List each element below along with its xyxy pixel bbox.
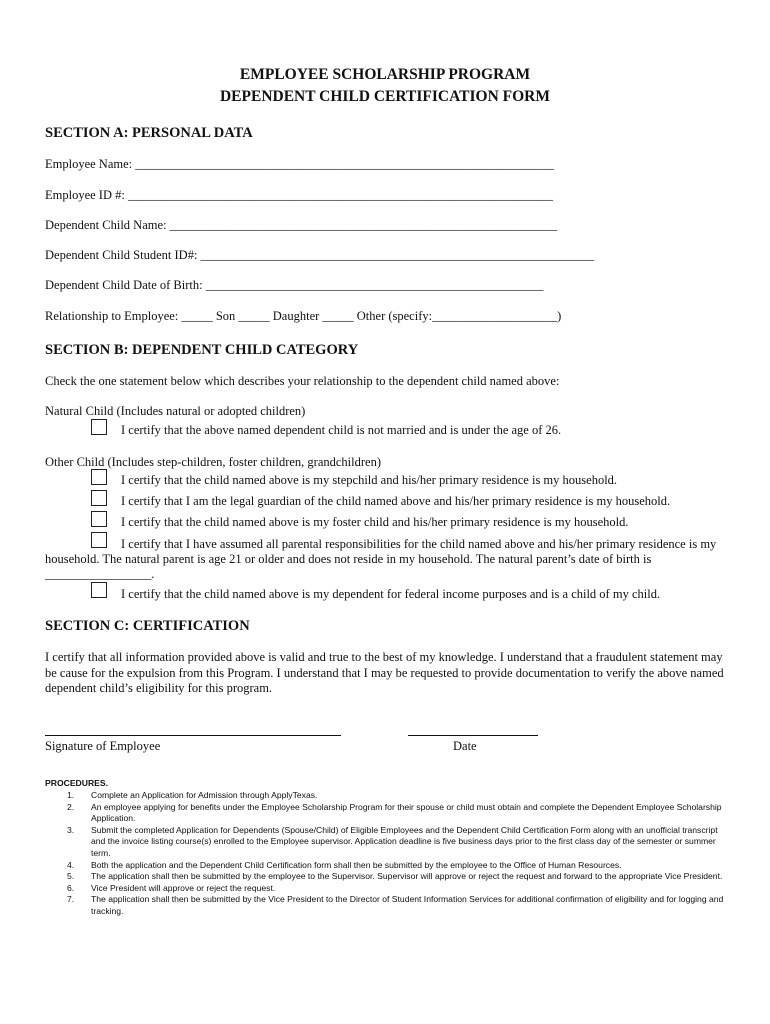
foster-child-statement: I certify that the child named above is my foster child and his/her primary residence is my household. [121,515,629,529]
procedure-number: 1. [67,790,75,800]
employee-name-field[interactable]: Employee Name: ___________________________________________________________________ [45,157,554,171]
procedure-number: 2. [67,801,75,812]
stepchild-checkbox[interactable] [91,469,107,485]
employee-id-field[interactable]: Employee ID #: ____________________________________________________________________ [45,188,553,202]
procedure-text: Both the application and the Dependent Child Certification form shall then be submitted by the employee to the Office of Human Resources. [91,859,622,870]
federal-dependent-statement: I certify that the child named above is my dependent for federal income purposes and is a child of my child. [121,587,661,601]
form-title-line2: DEPENDENT CHILD CERTIFICATION FORM [219,88,550,105]
list-item [45,825,725,860]
date-line[interactable] [408,735,538,736]
procedure-text: Vice President will approve or reject the request. [91,882,276,893]
procedure-number: 4. [67,859,75,870]
natural-parent-dob-field[interactable]: _________________. [45,567,155,581]
list-item [45,871,725,883]
dependent-child-student-id-field[interactable]: Dependent Child Student ID#: _______________________________________________________________ [45,248,595,262]
procedure-number: 3. [67,824,75,835]
procedure-text: Complete an Application for Admission through ApplyTexas. [91,790,318,800]
natural-child-checkbox[interactable] [91,419,107,435]
certification-text: I certify that all information provided above is valid and true to the best of my knowledge. I understand that a fraudulent statement may be cause for the expulsion from this Program. I understand that I may be requested to provide documentation to verify the above named dependent child’s eligibility for this program. [45,650,724,695]
dependent-child-dob-field[interactable]: Dependent Child Date of Birth: ______________________________________________________ [45,278,544,292]
natural-child-statement: I certify that the above named dependent child is not married and is under the age of 26. [121,423,562,437]
signature-line[interactable] [45,735,341,736]
list-item [45,894,725,917]
procedure-text: An employee applying for benefits under the Employee Scholarship Program for their spouse or child must obtain and complete the Dependent Employee Scholarship Application. [91,801,722,824]
dependent-child-name-field[interactable]: Dependent Child Name: ______________________________________________________________ [45,218,558,232]
section-b-instruction: Check the one statement below which describes your relationship to the dependent child named above: [45,374,560,388]
list-item [45,802,725,825]
procedure-text: The application shall then be submitted by the Vice President to the Director of Student Information Services for additional confirmation of eligibility and for logging and tracking. [91,894,724,916]
procedure-number: 7. [67,894,75,905]
list-item [45,790,725,802]
list-item [45,860,725,872]
section-c-heading: SECTION C: CERTIFICATION [45,618,250,634]
stepchild-statement: I certify that the child named above is my stepchild and his/her primary residence is my household. [121,473,618,487]
list-item [45,883,725,895]
procedures-title: PROCEDURES. [45,778,109,788]
parental-responsibility-statement: I certify that I have assumed all parental responsibilities for the child named above and his/her primary residence is my [121,537,717,551]
federal-dependent-checkbox[interactable] [91,582,107,598]
procedure-text: The application shall then be submitted by the employee to the Supervisor. Supervisor will approve or reject the request and forward to the appropriate Vice President. [91,871,723,882]
procedures-list [45,790,725,918]
procedure-text: Submit the completed Application for Dependents (Spouse/Child) of Eligible Employees and the Dependent Child Certification Form along with an unofficial transcript and the invoice listing course(s) enrolled to the Employee supervisor. Application deadline is five business days prior to the first class day of the semester or summer term. [91,824,718,858]
procedure-number: 5. [67,871,75,882]
legal-guardian-statement: I certify that I am the legal guardian of the child named above and his/her primary residence is my household. [121,494,671,508]
foster-child-checkbox[interactable] [91,511,107,527]
form-title-line1: EMPLOYEE SCHOLARSHIP PROGRAM [239,66,531,83]
parental-responsibility-continuation: household. The natural parent is age 21 or older and does not reside in my household. The natural parent’s date of birth is [45,552,652,566]
legal-guardian-checkbox[interactable] [91,490,107,506]
section-b-heading: SECTION B: DEPENDENT CHILD CATEGORY [45,342,359,358]
procedure-number: 6. [67,882,75,893]
parental-responsibility-checkbox[interactable] [91,532,107,548]
relationship-field[interactable]: Relationship to Employee: _____ Son _____ Daughter _____ Other (specify:____________________) [45,309,562,323]
signature-label: Signature of Employee [45,739,161,753]
date-label: Date [453,739,477,753]
other-child-label: Other Child (Includes step-children, foster children, grandchildren) [45,455,381,469]
section-a-heading: SECTION A: PERSONAL DATA [45,125,253,141]
natural-child-label: Natural Child (Includes natural or adopted children) [45,404,306,418]
